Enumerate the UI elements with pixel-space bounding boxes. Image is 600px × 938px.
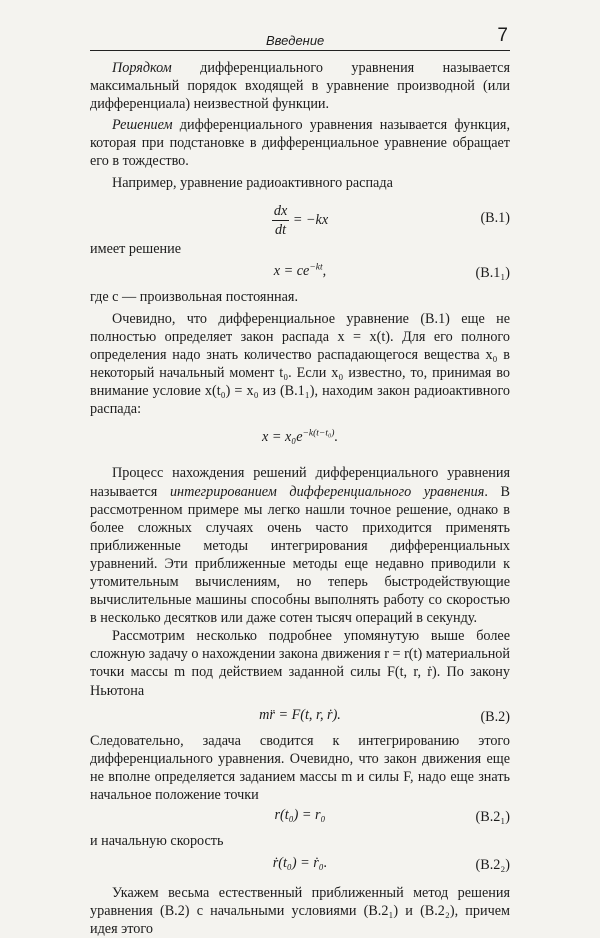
paragraph-example: Например, уравнение радиоактивного распада [112, 174, 393, 191]
equation-label: (В.2₁) [475, 808, 510, 825]
book-page [90, 25, 510, 938]
running-header [90, 25, 510, 51]
paragraph-constant: где c — произвольная постоянная. [90, 288, 299, 305]
equation-decay-law [90, 428, 510, 452]
paragraph-initial-velocity: и начальную скорость [90, 833, 224, 849]
paragraph-has-solution: имеет решение [90, 240, 182, 257]
equation-b1 [90, 200, 510, 236]
fraction-numerator: dx [272, 202, 289, 221]
equation-exponent: −kt [309, 262, 323, 273]
derivative-fraction [272, 202, 289, 239]
paragraph-text: Процесс нахождения решений дифференциального уравнения называется [90, 465, 510, 500]
equation-text: x = ce [273, 262, 310, 279]
fraction-denominator: dt [275, 221, 287, 238]
equation-text: ṙ(t₀) = ṙ₀. [272, 855, 328, 872]
paragraph-approx-method: Укажем весьма естественный приближенный метод решения уравнения (В.2) с начальными условиями (В.2₁) и (В.2₂), причем идея этого [90, 885, 510, 938]
equation-b2-2 [90, 854, 510, 876]
equation-tail: . [334, 429, 338, 446]
paragraph-newton-problem: Рассмотрим несколько подробнее упомянутую выше более сложную задачу о нахождении закона движения r = r(t) материальной точки массы m под действием заданной силы F(t, r, ṙ). По закону Ньютона [90, 628, 510, 699]
paragraph-text: дифференциального уравнения называется функция, которая при подстановке в дифференциальное уравнение обращает его в тождество. [90, 117, 510, 170]
term-order: Порядком [112, 60, 172, 76]
equation-b2 [90, 706, 510, 728]
paragraph-order-definition [90, 59, 510, 113]
paragraph-solution-definition [90, 116, 510, 170]
paragraph-initial-position: Следовательно, задача сводится к интегрированию этого дифференциального уравнения. Очевидно, что закон движения еще не вполне определяется заданием массы m и силы F, надо еще знать начальное положение точки [90, 732, 510, 803]
paragraph-text: дифференциального уравнения называется максимальный порядок входящей в уравнение производной (или дифференциала) неизвестной функции. [90, 60, 510, 113]
equation-label: (В.2) [480, 708, 510, 725]
equation-b1-1 [90, 262, 510, 284]
equation-label: (В.1) [480, 209, 510, 226]
equation-label: (В.1₁) [475, 264, 510, 281]
paragraph-text: . В рассмотренном примере мы легко нашли точное решение, однако в более сложных случаях очень часто приходится применять приближенные методы интегрирования дифференциальных уравнений. Эти приближенные методы еще недавно приводили к утомительным вычислениям, но теперь быстродействующие вычислительные машины способны выполнять работу со скоростью в несколько десятков или даже сотен тысяч операций в секунду. [90, 483, 510, 627]
equation-label: (В.2₂) [475, 857, 510, 874]
paragraph-decay-law: Очевидно, что дифференциальное уравнение (В.1) еще не полностью определяет закон распада x = x(t). Для его полного определения надо знать количество распадающегося вещества x₀ в некоторый начальный момент t₀. Если x₀ известно, то, принимая во внимание условие x(t₀) = x₀ из (В.1₁), находим закон радиоактивного распада: [90, 310, 510, 418]
page-number: 7 [497, 25, 508, 46]
equation-tail: , [322, 262, 327, 279]
term-solution: Решением [112, 117, 173, 134]
paragraph-integration [90, 464, 510, 627]
equation-b2-1 [90, 806, 510, 828]
term-integration: интегрированием дифференциального уравнения [169, 483, 485, 500]
equation-text: mr̈ = F(t, r, ṙ). [259, 706, 341, 723]
equation-exponent: −k(t−t₀) [302, 428, 335, 439]
chapter-title: Введение [266, 33, 325, 48]
equation-rhs: = −kx [289, 211, 329, 228]
equation-text: r(t₀) = r₀ [274, 807, 326, 823]
equation-text: x = x₀e [262, 429, 303, 446]
